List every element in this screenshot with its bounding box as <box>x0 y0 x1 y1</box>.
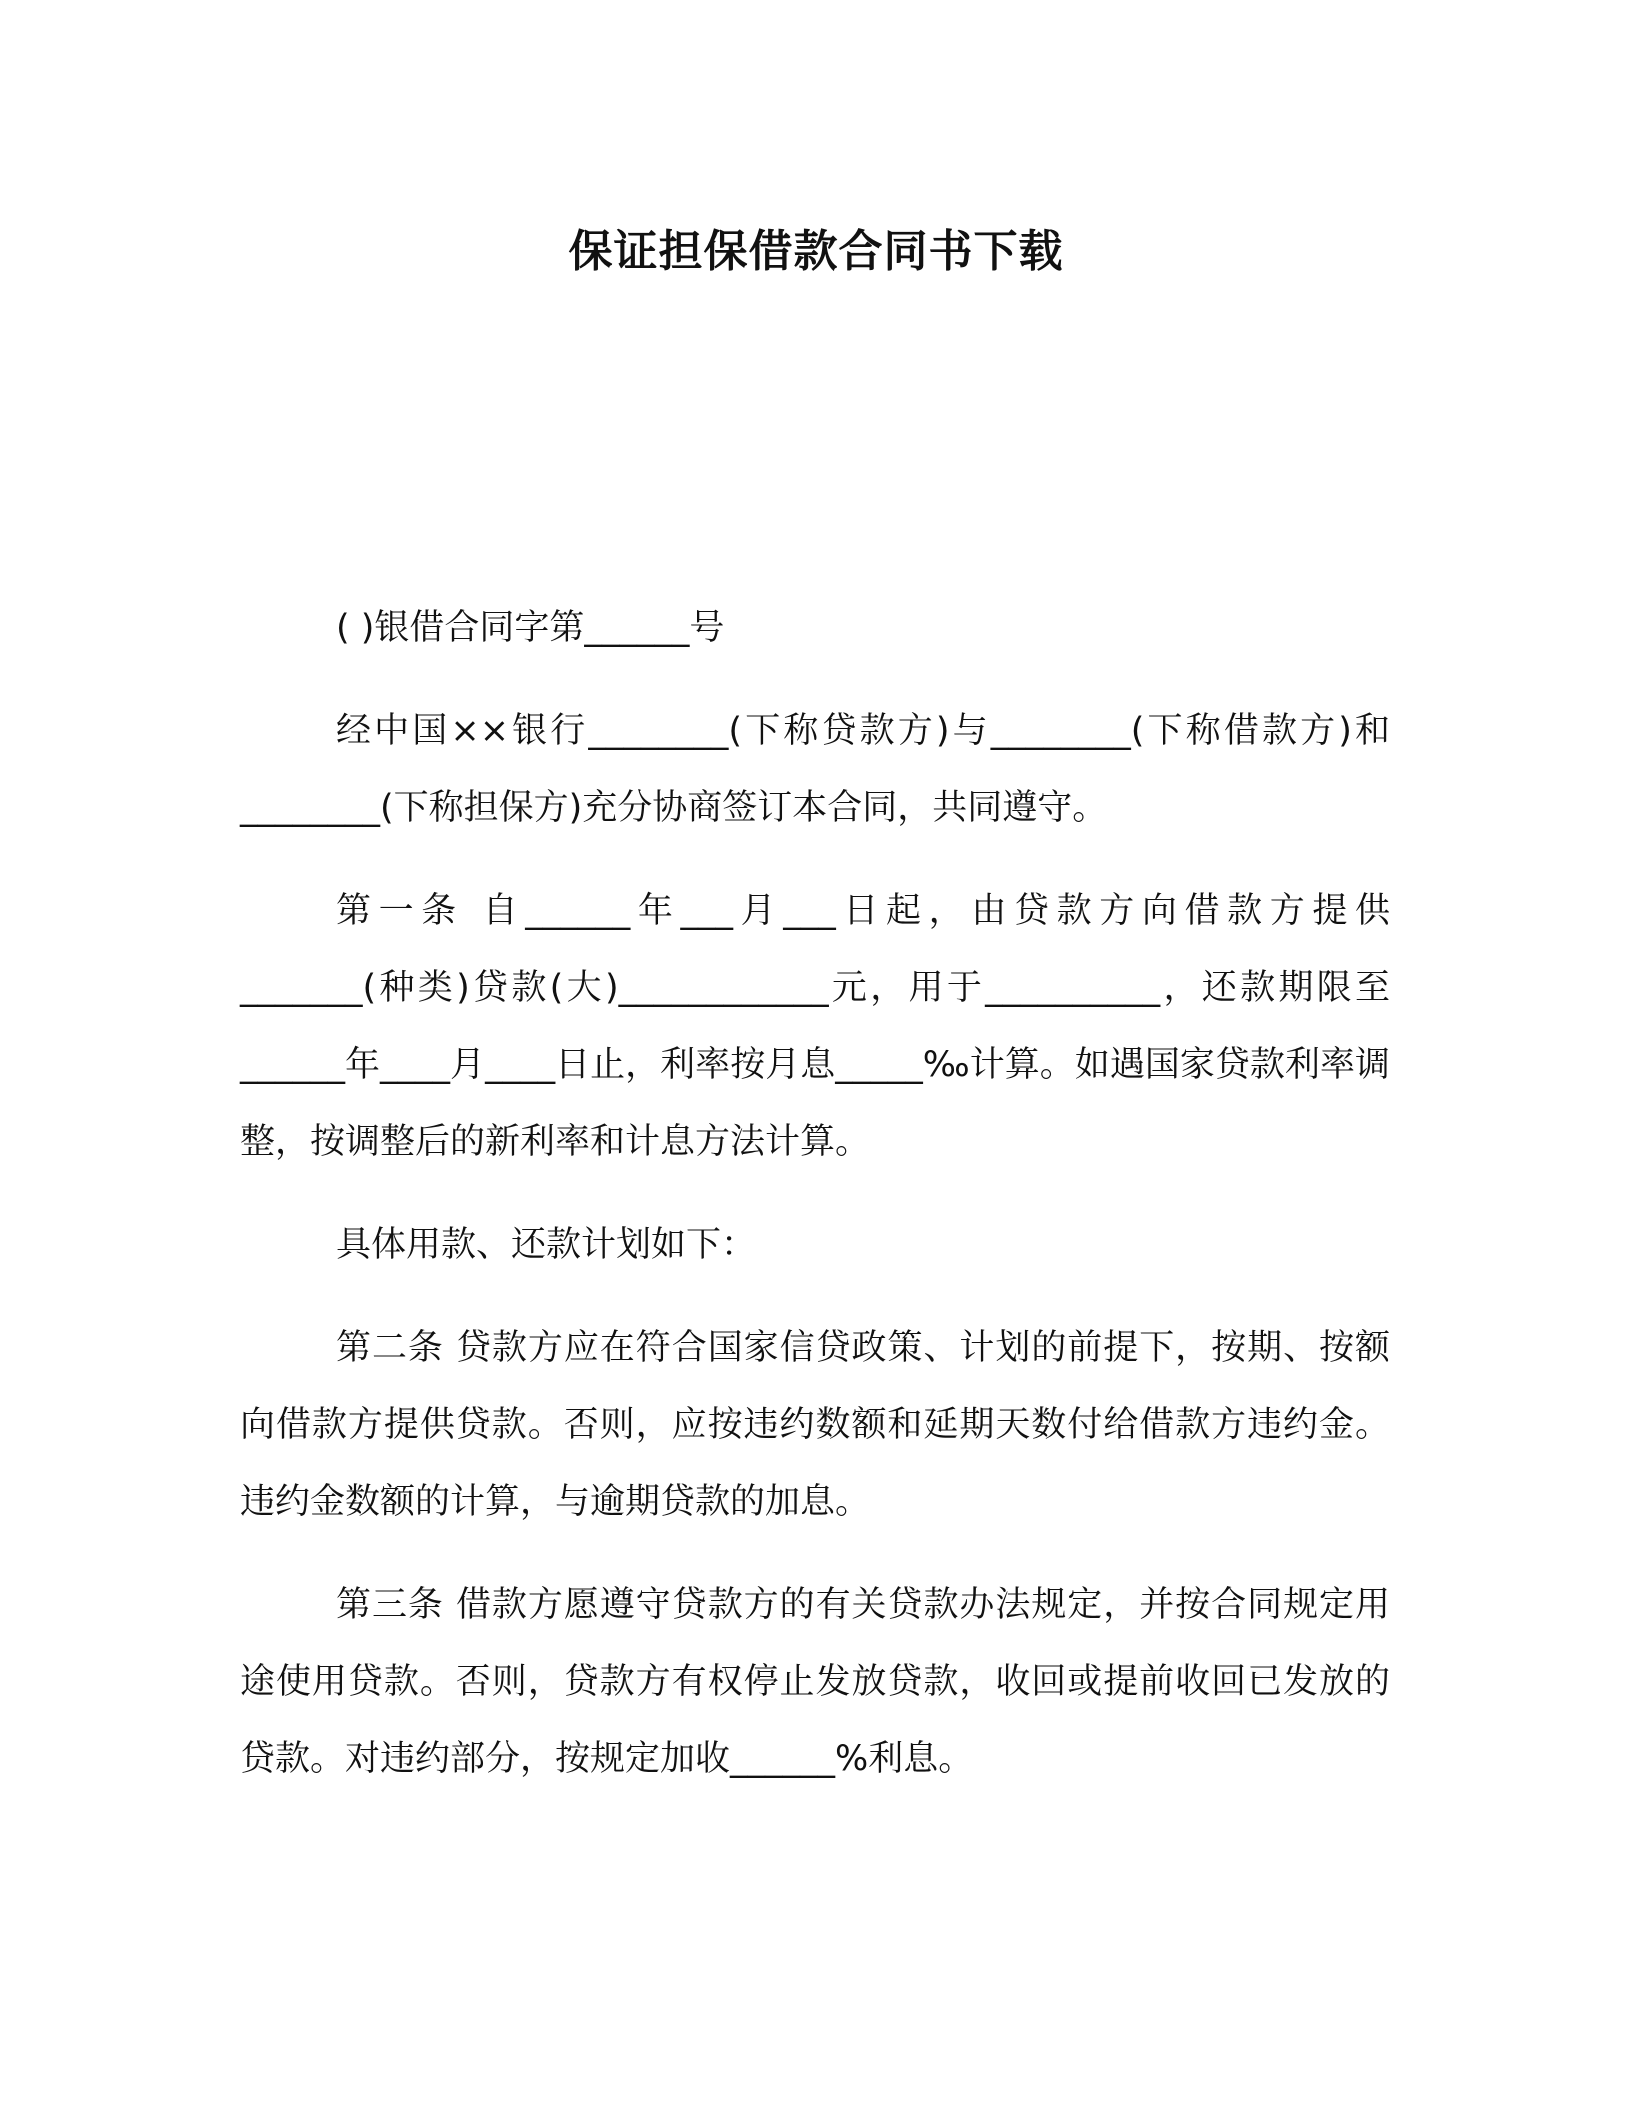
article-1-paragraph: 第一条 自______年___月___日起，由贷款方向借款方提供_______(种类)贷款(大)____________元，用于__________，还款期限至______年____月____日止，利率按月息_____‰计算。如遇国家贷款利率调整，按调整后的新利率和计息方法计算。 <box>240 891 1390 1162</box>
article-3-paragraph: 第三条 借款方愿遵守贷款方的有关贷款办法规定，并按合同规定用途使用贷款。否则，贷款方有权停止发放贷款，收回或提前收回已发放的贷款。对违约部分，按规定加收______%利息。 <box>240 1585 1390 1779</box>
article-2-paragraph: 第二条 贷款方应在符合国家信贷政策、计划的前提下，按期、按额向借款方提供贷款。否则，应按违约数额和延期天数付给借款方违约金。违约金数额的计算，与逾期贷款的加息。 <box>240 1328 1390 1522</box>
repayment-plan-line: 具体用款、还款计划如下： <box>336 1225 757 1265</box>
parties-paragraph: 经中国××银行________(下称贷款方)与________(下称借款方)和________(下称担保方)充分协商签订本合同，共同遵守。 <box>240 711 1390 828</box>
contract-number-line: ( )银借合同字第______号 <box>336 608 725 648</box>
document-body <box>240 590 1390 1824</box>
document-title: 保证担保借款合同书下载 <box>568 226 1064 277</box>
